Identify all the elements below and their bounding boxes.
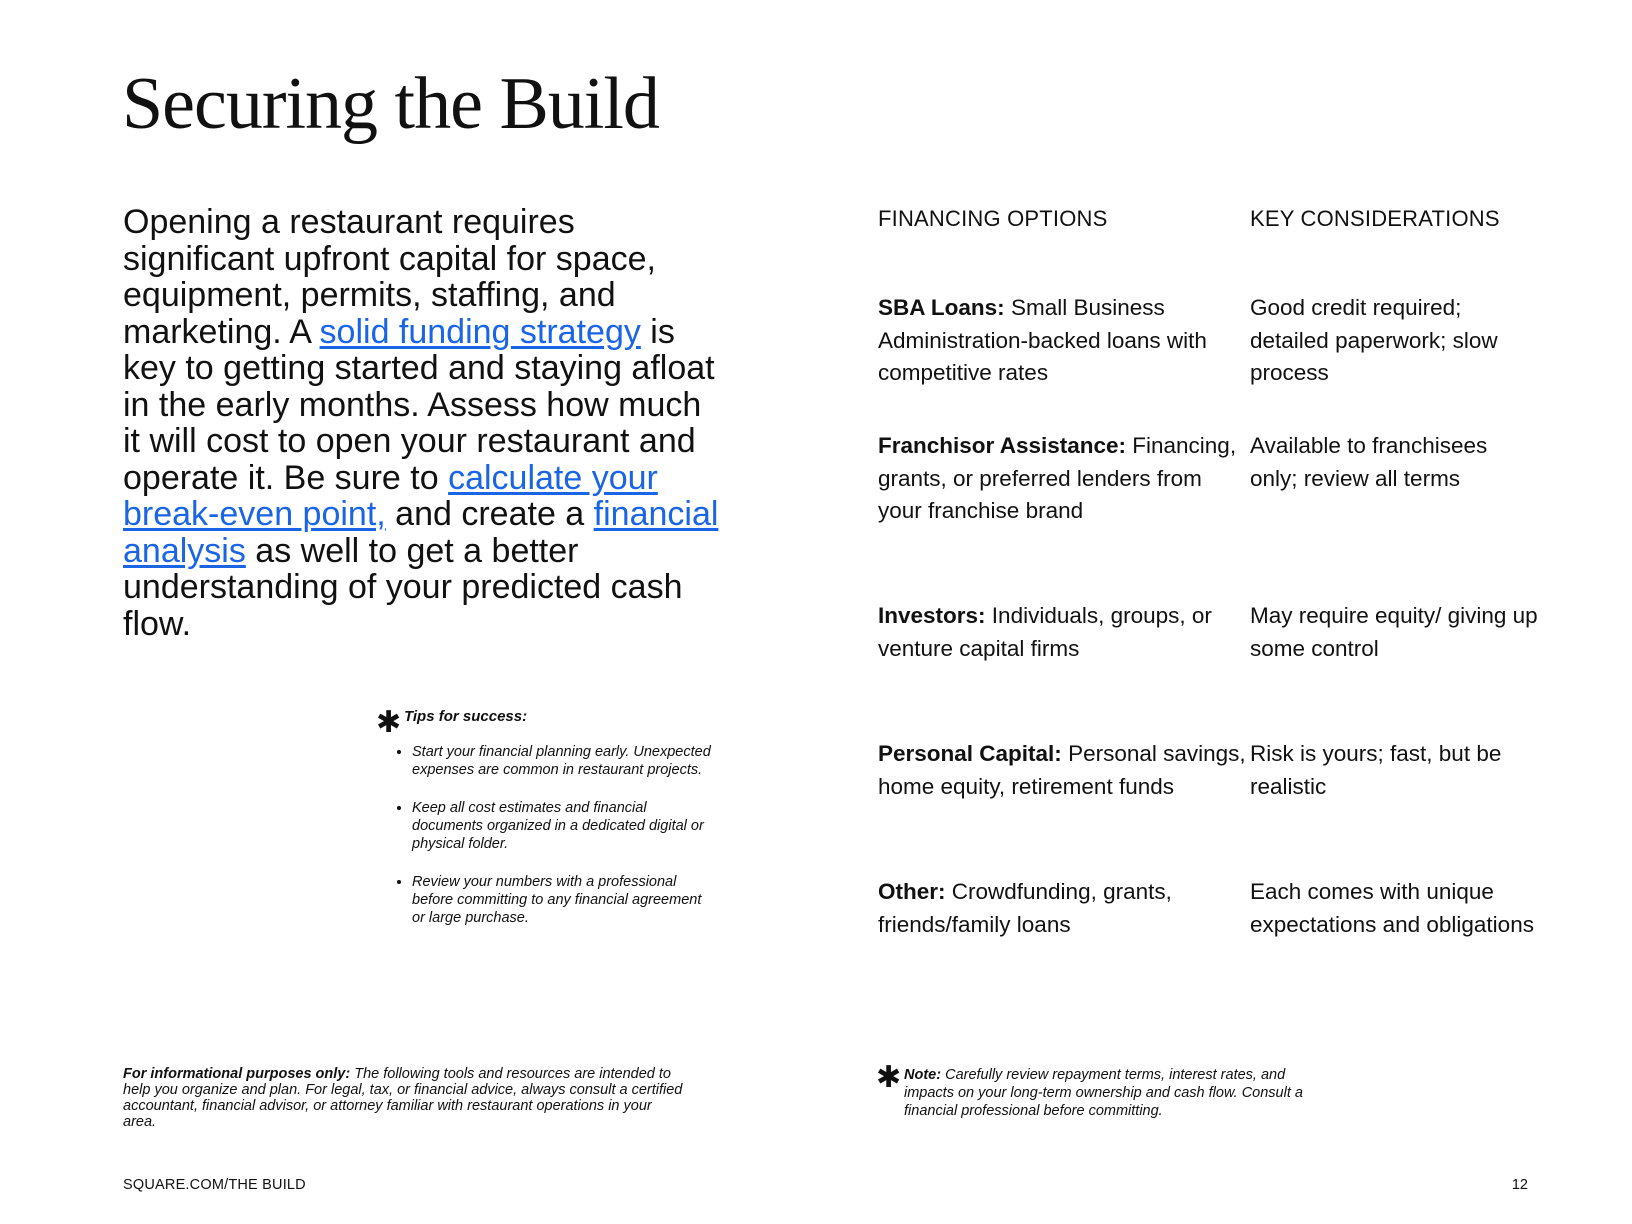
table-row [878,876,1618,941]
financing-option [878,876,1250,941]
table-row [878,292,1618,430]
intro-text-4: as well to get a better understanding of your predicted cash flow. [123,531,683,643]
financial-analysis-link[interactable]: financial analysis [123,495,719,570]
tips-list [376,743,716,927]
option-desc: Personal savings, home equity, retirement funds [878,741,1246,799]
option-label: Franchisor Assistance: [878,433,1127,458]
intro-text-3: and create a [385,495,594,533]
note-label: Note: [904,1067,942,1083]
table-row [878,600,1618,738]
tips-box [376,705,716,947]
intro-text-1: Opening a restaurant requires significant upfront capital for space, equipment, permits, staffing, and marketing. A [123,203,656,351]
asterisk-icon: ✱ [876,1061,902,1094]
note-box [876,1061,1316,1120]
disclaimer [123,1066,683,1130]
option-desc: Small Business Administration-backed loans with competitive rates [878,295,1207,385]
option-label: Personal Capital: [878,741,1062,766]
consideration: May require equity/ giving up some control [1250,603,1538,661]
note-text-wrap [904,1066,1316,1120]
option-label: SBA Loans: [878,295,1005,320]
tip-item: • Start your financial planning early. Unexpected expenses are common in restaurant projects. [412,743,716,779]
consideration: Good credit required; detailed paperwork; slow process [1250,295,1498,385]
break-even-point-link[interactable]: calculate your break-even point, [123,458,658,533]
option-label: Other: [878,879,946,904]
financing-options-header: FINANCING OPTIONS [878,206,1108,231]
financing-option [878,738,1250,876]
page-title: Securing the Build [122,63,659,145]
solid-funding-strategy-link[interactable]: solid funding strategy [319,312,641,351]
disclaimer-text: The following tools and resources are intended to help you organize and plan. For legal, tax, or financial advice, always consult a certified accountant, financial advisor, or attorney familiar with restaurant operations in your area. [123,1066,683,1130]
asterisk-icon: ✱ [376,705,402,739]
option-desc: Individuals, groups, or venture capital firms [878,603,1212,661]
financing-table [878,292,1618,941]
intro-paragraph [123,204,723,642]
tips-heading: Tips for success: [404,708,528,725]
tip-item: • Review your numbers with a professional before committing to any financial agreement or large purchase. [412,873,716,927]
tip-item: • Keep all cost estimates and financial documents organized in a dedicated digital or physical folder. [412,799,716,853]
tips-heading-row [376,705,716,739]
option-desc: Financing, grants, or preferred lenders from your franchise brand [878,433,1237,523]
consideration: Available to franchisees only; review all terms [1250,433,1488,491]
option-label: Investors: [878,603,986,628]
table-row [878,738,1618,876]
financing-option [878,600,1250,738]
disclaimer-label: For informational purposes only: [123,1066,351,1082]
key-considerations-header: KEY CONSIDERATIONS [1250,206,1500,231]
page-number: 12 [1511,1177,1528,1193]
footer-url: SQUARE.COM/THE BUILD [123,1177,306,1193]
option-desc: Crowdfunding, grants, friends/family loans [878,879,1172,937]
financing-option [878,292,1250,430]
consideration: Each comes with unique expectations and obligations [1250,879,1534,937]
intro-text-2: is key to getting started and staying afloat in the early months. Assess how much it will cost to open your restaurant and operate it. Be sure to [123,312,715,497]
note-text: Carefully review repayment terms, interest rates, and impacts on your long-term ownership and cash flow. Consult a financial professional before committing. [904,1067,1303,1119]
financing-option [878,430,1250,600]
consideration: Risk is yours; fast, but be realistic [1250,741,1502,799]
table-row [878,430,1618,600]
